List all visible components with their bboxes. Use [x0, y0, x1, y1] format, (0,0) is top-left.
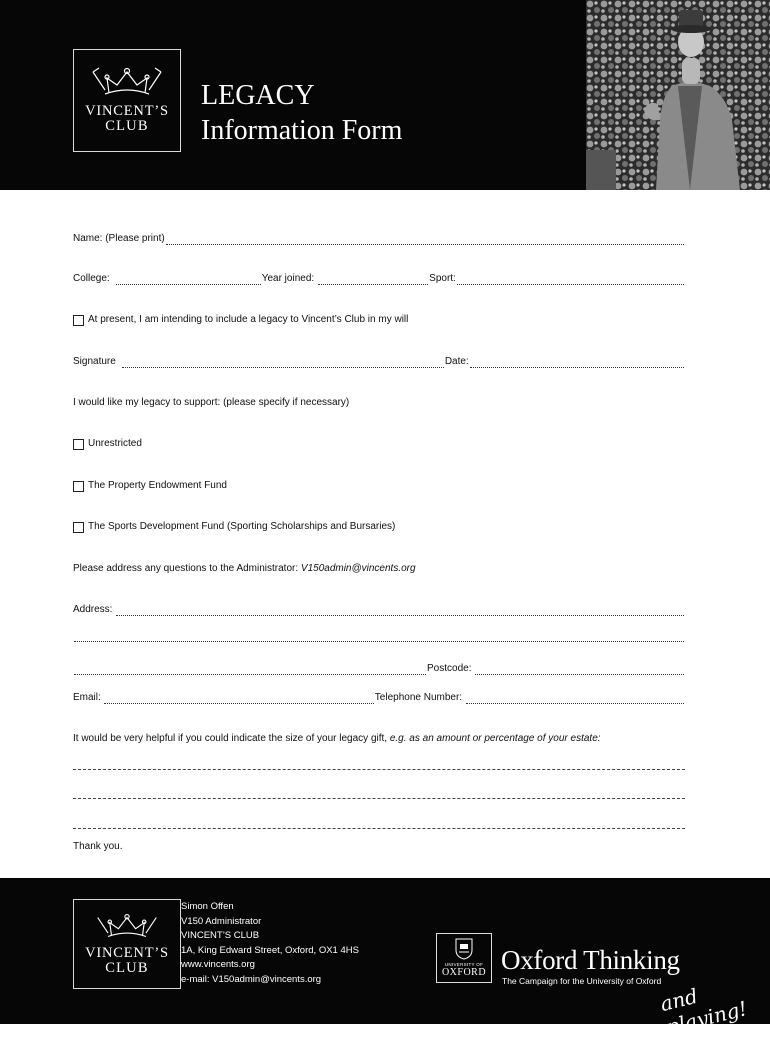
- signature-label: Signature: [73, 356, 116, 367]
- form-title: [201, 78, 402, 148]
- date-field[interactable]: [470, 359, 684, 368]
- contact-address: 1A, King Edward Street, Oxford, OX1 4HS: [181, 944, 359, 956]
- legacy-intent-label: At present, I am intending to include a legacy to Vincent’s Club in my will: [88, 314, 409, 325]
- estate-line-3[interactable]: [73, 827, 685, 829]
- address-field-3[interactable]: [74, 666, 426, 675]
- campaign-subtitle: The Campaign for the University of Oxford: [502, 976, 662, 986]
- name-label: Name: (Please print): [73, 233, 165, 244]
- estate-text-italic: e.g. as an amount or percentage of your estate:: [389, 733, 601, 744]
- name-row: [73, 233, 685, 245]
- title-line-2: Information Form: [201, 115, 403, 146]
- header-banner: [0, 0, 770, 190]
- title-line-1: LEGACY: [201, 80, 315, 111]
- logo-club: CLUB: [105, 960, 149, 976]
- telephone-label: Telephone Number:: [374, 692, 463, 703]
- address-row: [73, 604, 685, 616]
- campaign-script: and playing!: [657, 983, 750, 1039]
- postcode-label: Postcode:: [427, 663, 472, 674]
- signature-field[interactable]: [122, 359, 444, 368]
- legacy-intent-checkbox[interactable]: [73, 315, 84, 326]
- college-label: College:: [73, 273, 110, 284]
- year-label: Year joined:: [261, 273, 315, 284]
- property-fund-checkbox[interactable]: [73, 481, 84, 492]
- oxford-univ-text: UNIVERSITY OF: [444, 962, 484, 967]
- option-unrestricted-row: [73, 438, 142, 450]
- address-label: Address:: [73, 604, 113, 615]
- support-prompt: I would like my legacy to support: (please specify if necessary): [73, 397, 350, 408]
- vincents-club-logo: [73, 49, 181, 152]
- college-row: [73, 273, 685, 285]
- campaign-title: Oxford Thinking: [501, 945, 680, 975]
- contact-email-link[interactable]: e-mail: V150admin@vincents.org: [181, 973, 322, 985]
- email-label: Email:: [73, 692, 101, 703]
- option-label: The Property Endowment Fund: [88, 480, 227, 491]
- oxford-crest-icon: [455, 938, 473, 960]
- contact-block: [181, 900, 359, 988]
- address-row-2: [73, 633, 685, 642]
- postcode-field[interactable]: [475, 666, 684, 675]
- footer-vincents-logo: [73, 899, 181, 989]
- option-sports-row: [73, 521, 395, 533]
- email-field[interactable]: [104, 695, 374, 704]
- estate-line-1[interactable]: [73, 768, 685, 770]
- postcode-row: [73, 663, 685, 675]
- admin-email-link[interactable]: V150admin@vincents.org: [300, 563, 416, 574]
- contact-org: VINCENT’S CLUB: [181, 930, 260, 942]
- crown-crest-icon: [91, 66, 163, 100]
- option-property-row: [73, 480, 227, 492]
- sport-field[interactable]: [457, 276, 684, 285]
- address-field-2[interactable]: [74, 633, 684, 642]
- telephone-field[interactable]: [466, 695, 684, 704]
- thank-you: Thank you.: [73, 841, 123, 852]
- contact-website-link[interactable]: www.vincents.org: [181, 959, 255, 971]
- estate-prompt: [73, 733, 601, 745]
- address-field-1[interactable]: [116, 607, 684, 616]
- signature-row: [73, 356, 685, 368]
- estate-text: It would be very helpful if you could indicate the size of your legacy gift,: [73, 733, 390, 744]
- contact-role: V150 Administrator: [181, 915, 262, 927]
- logo-name: VINCENT’S: [85, 103, 169, 119]
- name-field[interactable]: [166, 236, 684, 245]
- questions-row: [73, 563, 416, 575]
- crown-crest-icon: [96, 912, 158, 942]
- option-label: Unrestricted: [88, 438, 142, 449]
- estate-line-2[interactable]: [73, 797, 685, 799]
- option-label: The Sports Development Fund (Sporting Scholarships and Bursaries): [88, 521, 396, 532]
- college-field[interactable]: [116, 276, 261, 285]
- sport-label: Sport:: [429, 273, 456, 284]
- logo-name: VINCENT’S: [85, 945, 169, 961]
- date-label: Date:: [444, 356, 469, 367]
- unrestricted-checkbox[interactable]: [73, 439, 84, 450]
- questions-text: Please address any questions to the Administrator:: [73, 563, 301, 574]
- sports-fund-checkbox[interactable]: [73, 522, 84, 533]
- oxford-university-logo: [436, 933, 492, 983]
- contact-name: Simon Offen: [181, 901, 234, 912]
- year-field[interactable]: [318, 276, 428, 285]
- footer: [0, 878, 770, 1039]
- email-row: [73, 692, 685, 704]
- logo-club: CLUB: [105, 118, 149, 134]
- historic-photo: [586, 0, 770, 190]
- oxford-text: OXFORD: [441, 967, 487, 978]
- legacy-intent-row: [73, 314, 408, 326]
